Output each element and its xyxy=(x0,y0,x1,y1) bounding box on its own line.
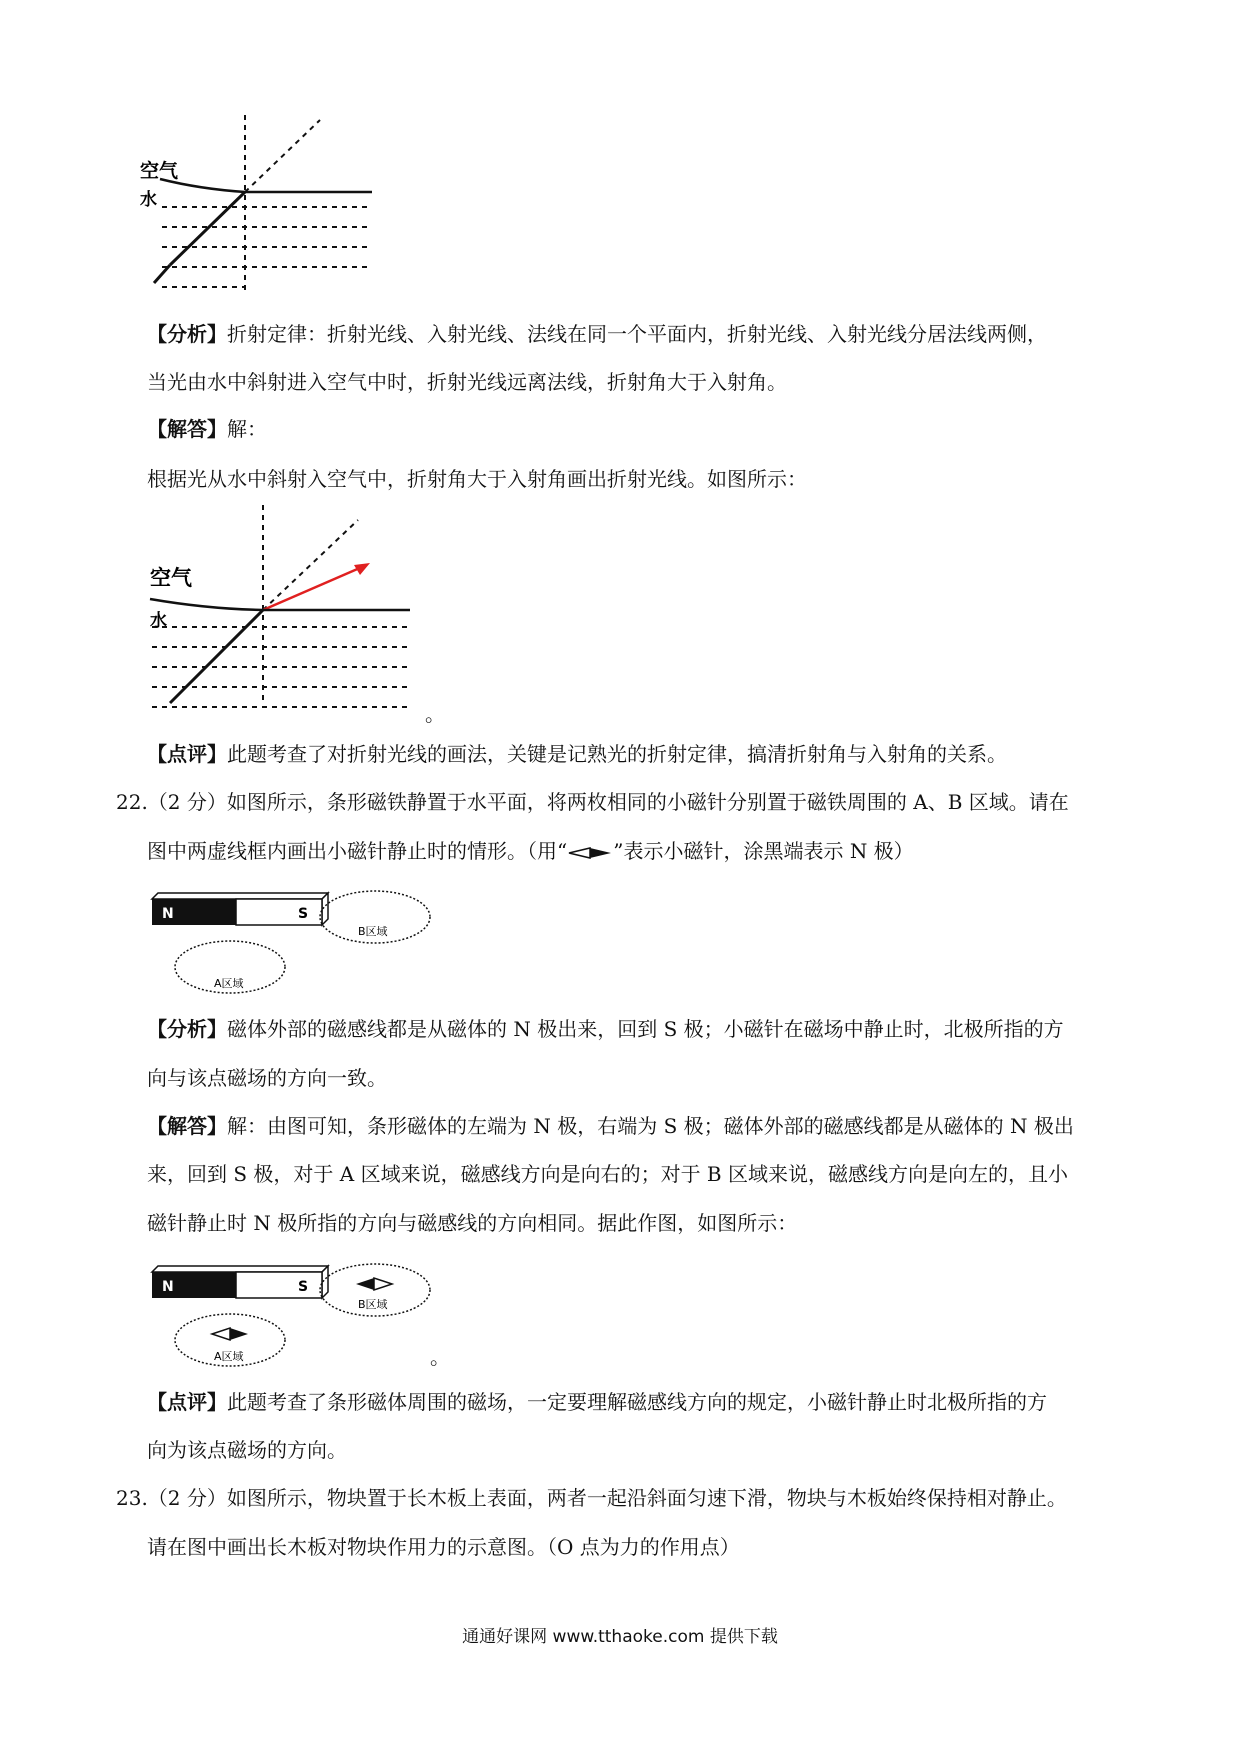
footer: 通通好课网 www.tthaoke.com 提供下载 xyxy=(462,1627,778,1647)
water-label: 水 xyxy=(140,190,157,210)
comment-22-line-1: 【点评】此题考查了条形磁体周围的磁场，一定要理解磁感线方向的规定，小磁针静止时北极所指的方 xyxy=(147,1390,1047,1414)
question-23-line-1: 23.（2 分）如图所示，物块置于长木板上表面，两者一起沿斜面匀速下滑，物块与木板始终保持相对静止。 xyxy=(116,1486,1067,1510)
analysis-line-2: 当光由水中斜射进入空气中时，折射光线远离法线，折射角大于入射角。 xyxy=(147,370,787,394)
zone-b-label: B区域 xyxy=(358,1298,388,1311)
magnet-diagram-answer xyxy=(150,1258,440,1373)
refraction-diagram-question xyxy=(140,115,380,305)
air-label: 空气 xyxy=(150,566,192,590)
question-22-line-1: 22.（2 分）如图所示，条形磁铁静置于水平面，将两枚相同的小磁针分别置于磁铁周围的 A、B 区域。请在 xyxy=(116,790,1069,814)
analysis-22-line-2: 向与该点磁场的方向一致。 xyxy=(147,1066,387,1090)
answer-line-2: 根据光从水中斜射入空气中，折射角大于入射角画出折射光线。如图所示： xyxy=(147,467,807,491)
needle-b xyxy=(356,1278,374,1290)
comment-22-line-2: 向为该点磁场的方向。 xyxy=(147,1438,347,1462)
answer-22-line-3: 磁针静止时 N 极所指的方向与磁感线的方向相同。据此作图，如图所示： xyxy=(147,1211,798,1235)
s-pole-label: S xyxy=(298,906,309,922)
question-22-line-2: 图中两虚线框内画出小磁针静止时的情形。（用“ ”表示小磁针，涂黑端表示 N 极） xyxy=(147,839,914,863)
period: 。 xyxy=(425,702,445,726)
analysis-tag: 【分析】 xyxy=(147,322,227,346)
air-label: 空气 xyxy=(140,160,179,182)
zone-b-label: B区域 xyxy=(358,925,388,938)
magnet-diagram-question xyxy=(150,885,440,1000)
s-pole-label: S xyxy=(298,1279,309,1295)
zone-a-label: A区域 xyxy=(214,977,244,990)
answer-22-line-2: 来，回到 S 极，对于 A 区域来说，磁感线方向是向右的；对于 B 区域来说，磁感线方向是向左的，且小 xyxy=(147,1162,1068,1186)
answer-tag: 【解答】 xyxy=(147,417,227,441)
needle-icon xyxy=(567,845,613,861)
refraction-diagram-answer xyxy=(148,505,428,715)
comment-tag: 【点评】 xyxy=(147,742,227,766)
water-label: 水 xyxy=(150,611,167,631)
comment-line: 【点评】此题考查了对折射光线的画法，关键是记熟光的折射定律，搞清折射角与入射角的关系。 xyxy=(147,742,1007,766)
answer-line-1: 【解答】解： xyxy=(147,417,267,441)
answer-22-line-1: 【解答】解：由图可知，条形磁体的左端为 N 极，右端为 S 极；磁体外部的磁感线都是从磁体的 N 极出 xyxy=(147,1114,1074,1138)
analysis-22-line-1: 【分析】磁体外部的磁感线都是从磁体的 N 极出来，回到 S 极；小磁针在磁场中静止时，北极所指的方 xyxy=(147,1017,1064,1041)
needle-a xyxy=(212,1328,230,1340)
period: 。 xyxy=(430,1345,450,1369)
n-pole-label: N xyxy=(162,1279,174,1295)
zone-a-label: A区域 xyxy=(214,1350,244,1363)
question-23-line-2: 请在图中画出长木板对物块作用力的示意图。（O 点为力的作用点） xyxy=(147,1535,740,1559)
n-pole-label: N xyxy=(162,906,174,922)
analysis-line-1: 【分析】折射定律：折射光线、入射光线、法线在同一个平面内，折射光线、入射光线分居法线两侧， xyxy=(147,322,1047,346)
